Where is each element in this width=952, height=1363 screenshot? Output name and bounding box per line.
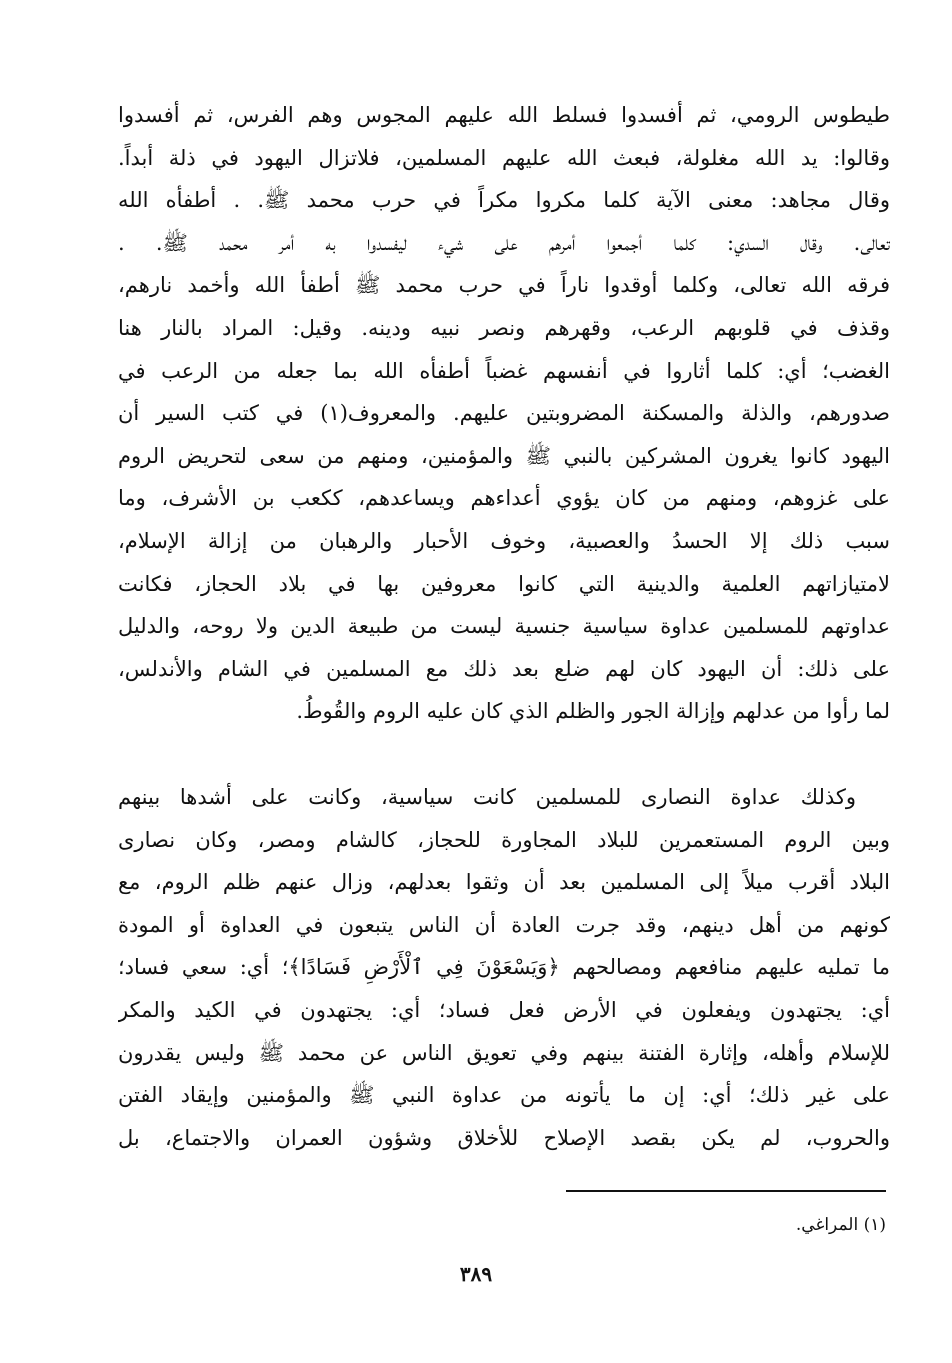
text-line: صدورهم، والذلة والمسكنة المضروبتين عليهم. والمعروف(١) في كتب السير أن [118,401,890,426]
text-line: وقالوا: يد الله مغلولة، فبعث الله عليهم المسلمين، فلاتزال اليهود في ذلة أبداً. [118,145,890,170]
text-line: أي: يجتهدون ويفعلون في الأرض فعل فساد؛ أي: يجتهدون في الكيد والمكر [118,997,890,1022]
text-line: عداوتهم للمسلمين عداوة سياسية جنسية ليست من طبيعة الدين ولا روحه، والدليل [118,614,890,639]
text-line: البلاد أقرب ميلاً إلى المسلمين بعد أن وثقوا بعدلهم، وزال عنهم ظلم الروم، مع [118,870,890,895]
text-line: سبب ذلك إلا الحسدُ والعصبية، وخوف الأحبار والرهبان من إزالة الإسلام، [118,528,890,553]
footnote: (١) المراغي. [795,1215,886,1235]
text-line: على غير ذلك؛ أي: إن ما يأتونه من عداوة النبي ﷺ والمؤمنين وإيقاد الفتن [118,1083,890,1108]
text-line: لامتيازاتهم العلمية والدينية التي كانوا معروفين بها في بلاد الحجاز، فكانت [118,571,890,596]
text-line: الغضب؛ أي: كلما أثاروا في أنفسهم غضباً أطفأه الله بما جعله من الرعب في [118,358,890,383]
text-line: وقال مجاهد: معنى الآية كلما مكروا مكراً في حرب محمد ﷺ. . أطفأه الله [118,188,890,213]
text-line: وقذف في قلوبهم الرعب، وقهرهم ونصر نبيه ودينه. وقيل: المراد بالنار هنا [118,315,890,340]
text-line: وكذلك عداوة النصارى للمسلمين كانت سياسية، وكانت على أشدها بينهم [118,785,856,809]
text-line: على غزوهم، ومنهم من كان يؤوي أعداءهم ويساعدهم، ككعب بن الأشرف، وما [118,486,890,511]
text-line: تعالى. وقال السدي: كلما أجمعوا أمرهم على شيء ليفسدوا به أمر محمد ﷺ. . [118,230,890,255]
text-line: طيطوس الرومي، ثم أفسدوا فسلط الله عليهم المجوس وهم الفرس، ثم أفسدوا [118,103,890,127]
text-line: كونهم من أهل دينهم، وقد جرت العادة أن الناس يتبعون في العداوة أو المودة [118,912,890,937]
text-line: فرقه الله تعالى، وكلما أوقدوا ناراً في حرب محمد ﷺ أطفأ الله وأخمد نارهم، [118,273,890,298]
text-line: اليهود كانوا يغرون المشركين بالنبي ﷺ والمؤمنين، ومنهم من سعى لتحريض الروم [118,443,890,468]
text-line: لما رأوا من عدلهم وإزالة الجور والظلم الذي كان عليه الروم والقُوطُ. [296,699,890,724]
paragraph-2 [118,776,890,1159]
text-line: للإسلام وأهله، وإثارة الفتنة بينهم وفي تعويق الناس عن محمد ﷺ وليس يقدرون [118,1040,890,1065]
text-line: وبين الروم المستعمرين للبلاد المجاورة للحجاز، كالشام ومصر، وكان نصارى [118,827,890,852]
page-number: ٣٨٩ [459,1262,493,1286]
text-line: والحروب، لم يكن بقصد الإصلاح للأخلاق وشؤون العمران والاجتماع، بل [118,1125,890,1150]
paragraph-1 [118,94,890,733]
text-line: ما تمليه عليهم منافعهم ومصالحهم ﴿وَيَسْعَوْنَ فِي ٱلْأَرْضِ فَسَادًا﴾؛ أي: سعي فساد؛ [118,955,890,980]
text-line: على ذلك: أن اليهود كان لهم ضلع بعد ذلك مع المسلمين في الشام والأندلس، [118,656,890,681]
footnote-divider [566,1190,886,1192]
